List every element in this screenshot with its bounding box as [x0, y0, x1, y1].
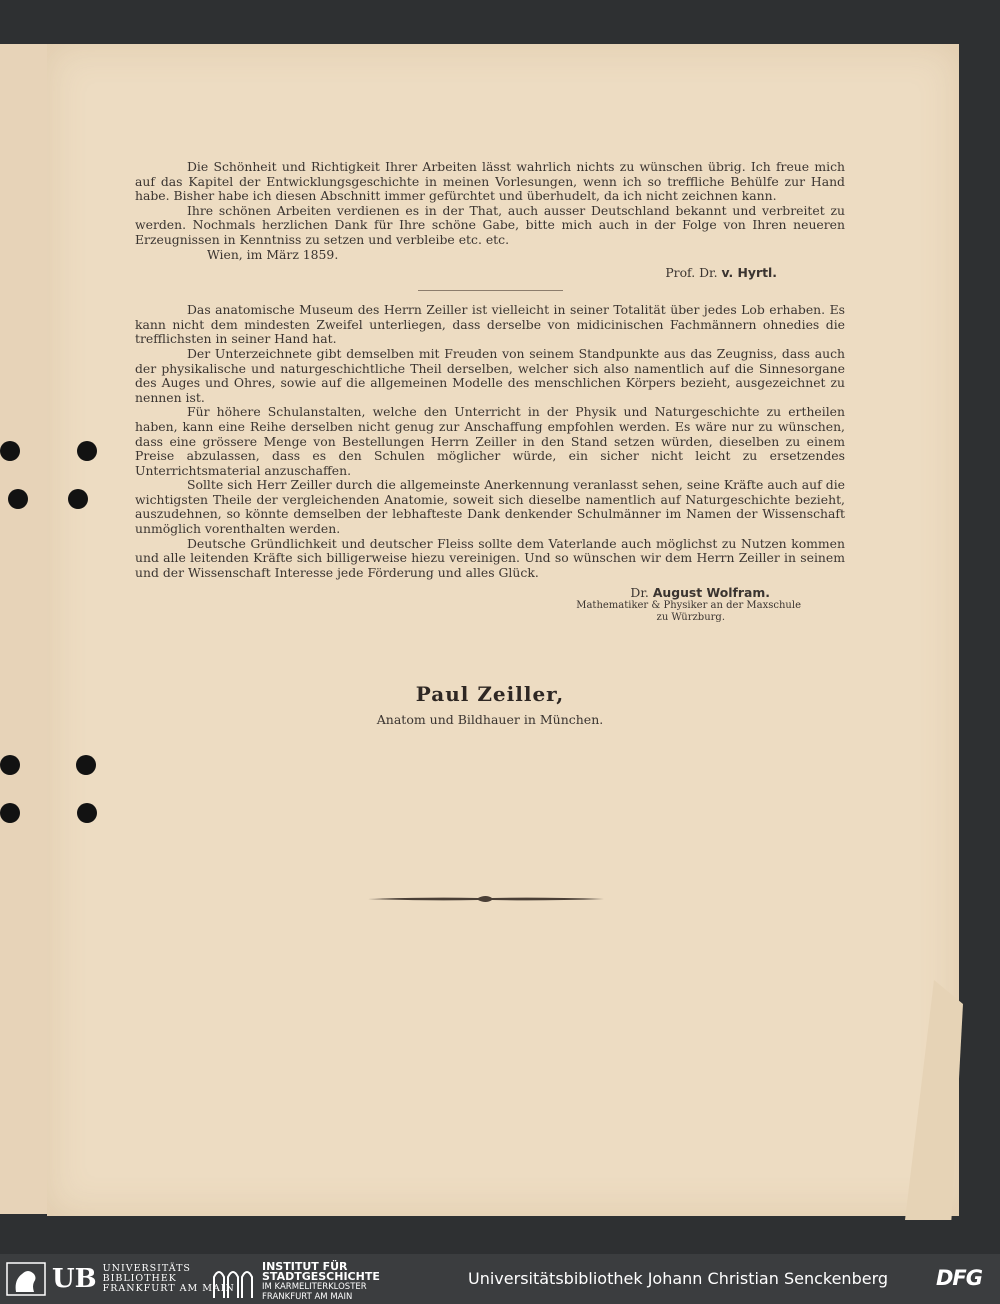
isg-text	[262, 1262, 380, 1302]
dfg-logo[interactable]: DFG	[936, 1266, 983, 1290]
letter-hyrtl	[135, 160, 845, 280]
isg-line: IM KARMELITERKLOSTER	[262, 1282, 367, 1292]
document-title: Paul Zeiller,	[415, 682, 565, 707]
signature-prefix: Prof. Dr.	[665, 265, 718, 281]
signature-wolfram	[135, 585, 770, 600]
paragraph: Das anatomische Museum des Herrn Zeiller ist vielleicht in seiner Totalität über jedes Lob erhaben. Es kann nicht dem mindesten Zweifel unterliegen, dass derselbe von midicinischen Fachmännern ohnedies die trefflichsten in seiner Hand hat.	[135, 302, 845, 347]
punch-hole	[0, 441, 20, 461]
ornament-rule	[368, 893, 604, 905]
divider-rule	[418, 290, 563, 291]
ub-line: UNIVERSITÄTS	[102, 1263, 191, 1274]
punch-hole	[76, 755, 96, 775]
signature-name: v. Hyrtl.	[721, 265, 777, 281]
paragraph: Sollte sich Herr Zeiller durch die allgemeinste Anerkennung veranlasst sehen, seine Kräfte auch auf die wichtigsten Theile der vergleichenden Anatomie, soweit sich dieselbe namentlich auf Naturgeschichte bezieht, auszudehnen, so könnte demselben der lebhafteste Dank denkender Schulmänner im Namen der Wissenschaft unmöglich vorenthalten werden.	[135, 477, 845, 537]
isg-line: FRANKFURT AM MAIN	[262, 1292, 353, 1302]
place-date: Wien, im März 1859.	[207, 246, 339, 262]
signature-role: Mathematiker & Physiker an der Maxschule	[576, 600, 801, 612]
document-text	[135, 160, 845, 727]
isg-line: INSTITUT FÜR	[262, 1260, 348, 1273]
punch-hole	[0, 803, 20, 823]
document-subtitle: Anatom und Bildhauer in München.	[376, 712, 604, 728]
signature-name: August Wolfram.	[652, 585, 770, 601]
paragraph: Der Unterzeichnete gibt demselben mit Freuden von seinem Standpunkte aus das Zeugniss, dass auch der physikalische und naturgeschichtliche Theil derselben, welcher sich also namentlich auf die Sinnesorgane des Auges und Ohres, sowie auf die allgemeinen Modelle des menschlichen Körpers bezieht, ausgezeichnet zu nennen ist.	[135, 345, 845, 405]
arches-icon	[212, 1265, 254, 1299]
signature-prefix: Dr.	[630, 585, 649, 601]
ub-abbrev: UB	[52, 1264, 97, 1294]
isg-line: STADTGESCHICHTE	[262, 1270, 380, 1283]
punch-hole	[0, 755, 20, 775]
punch-hole	[77, 441, 97, 461]
goethe-portrait-icon	[6, 1262, 46, 1296]
paragraph: Für höhere Schulanstalten, welche den Unterricht in der Physik und Naturgeschichte zu ertheilen haben, kann eine Reihe derselben nicht genug zur Anschaffung empfohlen werden. Es wäre nur zu wünschen, dass eine grössere Menge von Bestellungen Herrn Zeiller in den Stand setzen würden, dieselben zu einem Preise abzulassen, dass es den Schulen möglicher würde, ein sicher nicht leicht zu ersetzendes Unterrichtsmaterial anzuschaffen.	[135, 404, 845, 478]
paragraph: Die Schönheit und Richtigkeit Ihrer Arbeiten lässt wahrlich nichts zu wünschen übrig. Ich freue mich auf das Kapitel der Entwicklungsgeschichte in meinen Vorlesungen, wenn ich so treffliche Behülfe zur Hand habe. Bisher habe ich diesen Abschnitt immer gefürchtet und überhudelt, da ich nicht zeichnen kann.	[135, 159, 845, 204]
punch-hole	[77, 803, 97, 823]
paragraph: Deutsche Gründlichkeit und deutscher Fleiss sollte dem Vaterlande auch möglichst zu Nutzen kommen und alle leitenden Kräfte sich billigerweise hiezu vereinigen. Und so wünschen wir dem Herrn Zeiller in seinem und der Wissenschaft Interesse jede Förderung und alles Glück.	[135, 535, 845, 580]
left-sheet-edge	[0, 44, 53, 1214]
signature-hyrtl	[135, 265, 777, 280]
viewer-footer	[0, 1254, 1000, 1304]
isg-logo[interactable]	[212, 1262, 380, 1302]
punch-hole	[8, 489, 28, 509]
ub-line: FRANKFURT AM MAIN	[102, 1283, 235, 1294]
ub-logo[interactable]	[6, 1262, 235, 1296]
letter-wolfram	[135, 303, 845, 624]
library-name: Universitätsbibliothek Johann Christian Senckenberg	[468, 1269, 889, 1288]
ub-line: BIBLIOTHEK	[102, 1273, 177, 1284]
paragraph: Ihre schönen Arbeiten verdienen es in der That, auch ausser Deutschland bekannt und verbreitet zu werden. Nochmals herzlichen Dank für Ihre schöne Gabe, bitte mich auch in der Folge von Ihren neueren Erzeugnissen in Kenntniss zu setzen und verbleibe etc. etc.	[135, 202, 845, 247]
punch-hole	[68, 489, 88, 509]
signature-role: zu Würzburg.	[656, 612, 725, 624]
